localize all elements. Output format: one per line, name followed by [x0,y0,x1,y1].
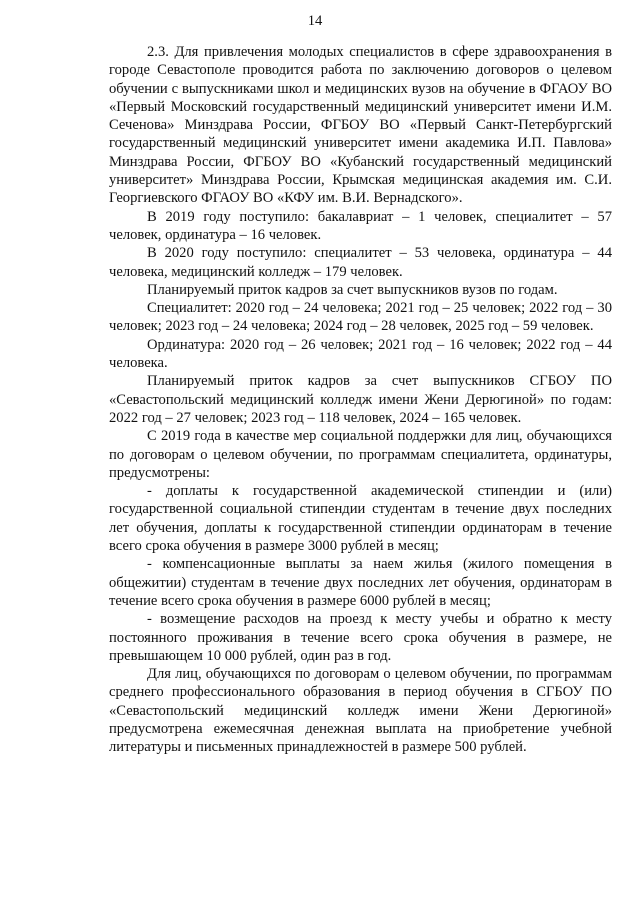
paragraph-admission-2019: В 2019 году поступило: бакалавриат – 1 человек, специалитет – 57 человек, ординатура – 16 человек. [109,208,612,243]
paragraph-specialty-inflow: Специалитет: 2020 год – 24 человека; 2021 год – 25 человек; 2022 год – 30 человек; 2023 год – 24 человека; 2024 год – 28 человек, 2025 год – 59 человек. [109,300,612,335]
paragraph-planned-inflow-heading: Планируемый приток кадров за счет выпускников вузов по годам. [147,281,558,298]
document-body [109,43,612,757]
paragraph-admission-2020: В 2020 году поступило: специалитет – 53 человека, ординатура – 44 человека, медицинский колледж – 179 человек. [109,245,612,280]
list-item-stipend-supplements: - доплаты к государственной академической стипендии и (или) государственной социальной стипендии студентам в течение двух последних лет обучения, доплаты к государственной стипендии ординаторам в течение всего срока обучения в размере 3000 рублей в месяц; [109,483,612,555]
paragraph-targeted-training: 2.3. Для привлечения молодых специалистов в сфере здравоохранения в городе Севастополе проводится работа по заключению договоров о целевом обучении с выпускниками школ и медицинских вузов на обучение в ФГАОУ ВО «Первый Московский государственный медицинский университет имени И.М. Сеченова» Минздрава России, ФГБОУ ВО «Первый Санкт-Петербургский государственный медицинский университет имени академика И.П. Павлова» Минздрава России, ФГБОУ ВО «Кубанский государственный медицинский университет» Минздрава России, Крымская медицинская академия им. С.И. Георгиевского ФГАОУ ВО «КФУ им. В.И. Вернадского». [109,44,612,207]
paragraph-residency-inflow: Ординатура: 2020 год – 26 человек; 2021 год – 16 человек; 2022 год – 44 человека. [109,336,612,372]
paragraph-college-inflow: Планируемый приток кадров за счет выпускников СГБОУ ПО «Севастопольский медицинский колледж имени Жени Дерюгиной» по годам: 2022 год – 27 человек; 2023 год – 118 человек, 2024 – 165 человек. [109,373,612,426]
paragraph-social-support-intro: С 2019 года в качестве мер социальной поддержки для лиц, обучающихся по договорам о целевом обучении, по программам специалитета, ординатуры, предусмотрены: [109,428,612,481]
list-item-housing-compensation: - компенсационные выплаты за наем жилья (жилого помещения в общежитии) студентам в течение двух последних лет обучения, ординаторам в течение всего срока обучения в размере 6000 рублей в месяц; [109,556,612,609]
paragraph-college-payment: Для лиц, обучающихся по договорам о целевом обучении, по программам среднего профессионального образования в период обучения в СГБОУ ПО «Севастопольский медицинский колледж имени Жени Дерюгиной» предусмотрена ежемесячная денежная выплата на приобретение учебной литературы и письменных принадлежностей в размере 500 рублей. [109,666,612,756]
page-number: 14 [307,13,323,29]
list-item-travel-reimbursement: - возмещение расходов на проезд к месту учебы и обратно к месту постоянного проживания в течение всего срока обучения в размере, не превышающем 10 000 рублей, один раз в год. [109,611,612,664]
